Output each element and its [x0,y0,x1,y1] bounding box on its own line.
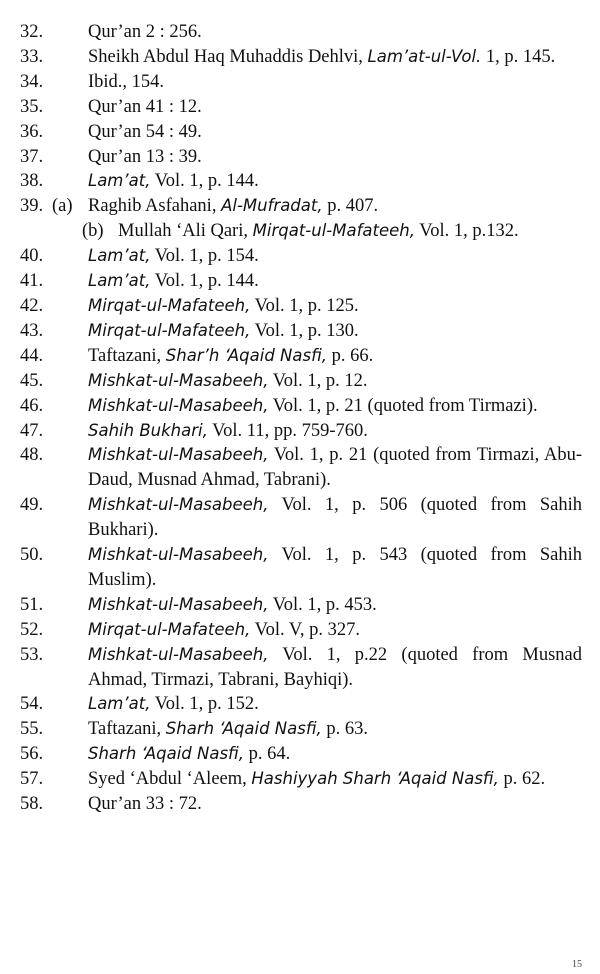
endnote-number: 44. [20,345,44,366]
cited-work-title: Lam’at, [88,694,151,714]
cited-work-title: Lam’at, [88,271,151,291]
endnote-number: 52. [20,619,44,640]
endnote-number: 33. [20,46,44,67]
citation-text: Sheikh Abdul Haq Muhaddis Dehlvi, [88,46,368,67]
endnote-text [88,20,582,45]
endnote-text [88,593,582,618]
endnote-number: 34. [20,71,44,92]
endnote-item [20,319,582,344]
cited-work-title: Lam’at, [88,171,151,191]
endnote-number: 38. [20,171,44,192]
citation-text: Syed ‘Abdul ‘Aleem, [88,769,252,790]
citation-text: Vol. 11, pp. 759-760. [207,420,368,441]
endnote-text [88,294,582,319]
endnote-number: 58. [20,794,44,815]
citation-text: Vol. V, p. 327. [250,619,361,640]
endnote-text [88,643,582,693]
endnote-number: 37. [20,146,44,167]
endnote-text [88,145,582,170]
endnote-item [20,70,582,95]
citation-text: Vol. 1, p. 125. [250,295,359,316]
citation-text: Vol. 1, p. 144. [150,171,259,192]
endnote-number: 57. [20,769,44,790]
cited-work-title: Sharh ‘Aqaid Nasfi, [88,744,244,764]
endnotes-list [20,20,582,817]
endnote-number: 42. [20,295,44,316]
endnote-text [88,244,582,269]
citation-text: Vol. 1, p. 130. [250,320,359,341]
endnote-item [20,219,582,244]
endnote-text [88,194,582,219]
endnote-item [20,692,582,717]
citation-text: Vol. 1, p.22 (quoted from Musnad Ahmad, Tirmazi, Tabrani, Bayhiqi). [88,644,582,690]
endnote-subletter: (a) [52,196,73,217]
citation-text: p. 63. [321,719,368,740]
citation-text: p. 62. [498,769,546,790]
cited-work-title: Mishkat-ul-Masabeeh, [88,594,269,614]
cited-work-title: Sharh ‘Aqaid Nasfi, [165,719,322,739]
endnote-item [20,593,582,618]
endnote-subletter: (b) [82,221,104,242]
endnote-item [20,419,582,444]
cited-work-title: Sahih Bukhari, [88,420,208,440]
page-mark: 15 [572,959,582,970]
endnote-item [20,643,582,693]
endnote-number: 41. [20,271,44,292]
endnote-text [88,443,582,493]
endnote-item [20,269,582,294]
endnote-text [88,344,582,369]
endnote-text [88,543,582,593]
cited-work-title: Mishkat-ul-Masabeeh, [88,395,269,415]
endnote-number: 56. [20,744,44,765]
citation-text: Vol. 1, p. 21 (quoted from Tirmazi). [268,395,538,416]
endnote-number: 46. [20,395,44,416]
citation-text: Vol. 1, p. 12. [268,370,368,391]
cited-work-title: Mirqat-ul-Mafateeh, [88,295,251,315]
endnote-number: 35. [20,96,44,117]
endnote-number: 40. [20,246,44,267]
citation-text: Vol. 1, p. 453. [268,594,377,615]
endnote-number: 39. [20,196,44,217]
endnote-item [20,443,582,493]
endnote-item [20,717,582,742]
citation-text: 1, p. 145. [481,46,556,67]
endnote-number: 48. [20,445,44,466]
endnote-number: 45. [20,370,44,391]
endnote-item [20,344,582,369]
endnote-number: 49. [20,495,44,516]
citation-text: Taftazani, [88,719,166,740]
endnote-item [20,45,582,70]
citation-text: Qur’an 54 : 49. [88,121,202,142]
endnote-text [88,120,582,145]
cited-work-title: Lam’at-ul-Vol. [367,46,482,66]
endnote-item [20,767,582,792]
citation-text: p. 66. [327,345,374,366]
citation-text: Vol. 1, p.132. [414,221,519,242]
citation-text: Vol. 1, p. 154. [150,246,259,267]
citation-text: Taftazani, [88,345,166,366]
citation-text: Ibid., 154. [88,71,165,92]
citation-text: Vol. 1, p. 543 (quoted from Sahih Muslim). [88,545,582,590]
endnote-number: 53. [20,644,44,665]
endnote-item [20,20,582,45]
endnote-text [118,219,582,244]
endnote-item [20,120,582,145]
cited-work-title: Mishkat-ul-Masabeeh, [88,545,269,565]
citation-text: Vol. 1, p. 152. [150,694,259,715]
citation-text: Qur’an 33 : 72. [88,794,202,815]
endnote-text [88,319,582,344]
endnote-text [88,717,582,742]
citation-text: Qur’an 41 : 12. [88,96,202,117]
endnote-item [20,618,582,643]
citation-text: p. 64. [243,744,291,765]
cited-work-title: Mishkat-ul-Masabeeh, [88,445,269,465]
endnote-number: 55. [20,719,44,740]
endnote-text [88,742,582,767]
endnote-item [20,169,582,194]
endnote-item [20,145,582,170]
cited-work-title: Hashiyyah Sharh ‘Aqaid Nasfi, [251,769,499,789]
endnote-item [20,543,582,593]
endnote-text [88,792,582,817]
cited-work-title: Mishkat-ul-Masabeeh, [88,370,269,390]
endnote-item [20,244,582,269]
cited-work-title: Mirqat-ul-Mafateeh, [88,619,251,639]
endnote-number: 54. [20,694,44,715]
endnote-item [20,294,582,319]
endnote-item [20,194,582,219]
endnote-text [88,618,582,643]
endnote-text [88,70,582,95]
endnote-text [88,95,582,120]
cited-work-title: Shar’h ‘Aqaid Nasfi, [165,345,327,365]
endnote-number: 50. [20,545,44,566]
cited-work-title: Al-Mufradat, [221,196,323,216]
endnote-text [88,493,582,543]
endnote-text [88,369,582,394]
cited-work-title: Mishkat-ul-Masabeeh, [88,644,269,664]
cited-work-title: Mishkat-ul-Masabeeh, [88,495,269,515]
endnote-item [20,394,582,419]
citation-text: Mullah ‘Ali Qari, [118,221,253,242]
endnote-text [88,169,582,194]
endnote-text [88,269,582,294]
citation-text: Qur’an 13 : 39. [88,146,202,167]
endnote-number: 43. [20,320,44,341]
citation-text: Raghib Asfahani, [88,196,222,217]
endnote-item [20,792,582,817]
cited-work-title: Mirqat-ul-Mafateeh, [252,221,415,241]
endnote-text [88,394,582,419]
citation-text: Qur’an 2 : 256. [88,22,202,42]
endnote-text [88,767,582,792]
citation-text: Vol. 1, p. 506 (quoted from Sahih Bukhari). [88,495,582,541]
citation-text: Vol. 1, p. 144. [150,271,259,292]
citation-text: Vol. 1, p. 21 (quoted from Tirmazi, Abu-Daud, Musnad Ahmad, Tabrani). [88,445,582,491]
endnote-number: 47. [20,420,44,441]
endnote-item [20,742,582,767]
citation-text: p. 407. [322,196,379,217]
endnote-item [20,369,582,394]
endnote-text [88,45,582,70]
endnote-text [88,419,582,444]
endnote-number: 36. [20,121,44,142]
cited-work-title: Mirqat-ul-Mafateeh, [88,320,251,340]
endnote-text [88,692,582,717]
endnote-item [20,95,582,120]
cited-work-title: Lam’at, [88,246,151,266]
endnote-item [20,493,582,543]
endnote-number: 32. [20,22,44,42]
endnote-number: 51. [20,594,44,615]
